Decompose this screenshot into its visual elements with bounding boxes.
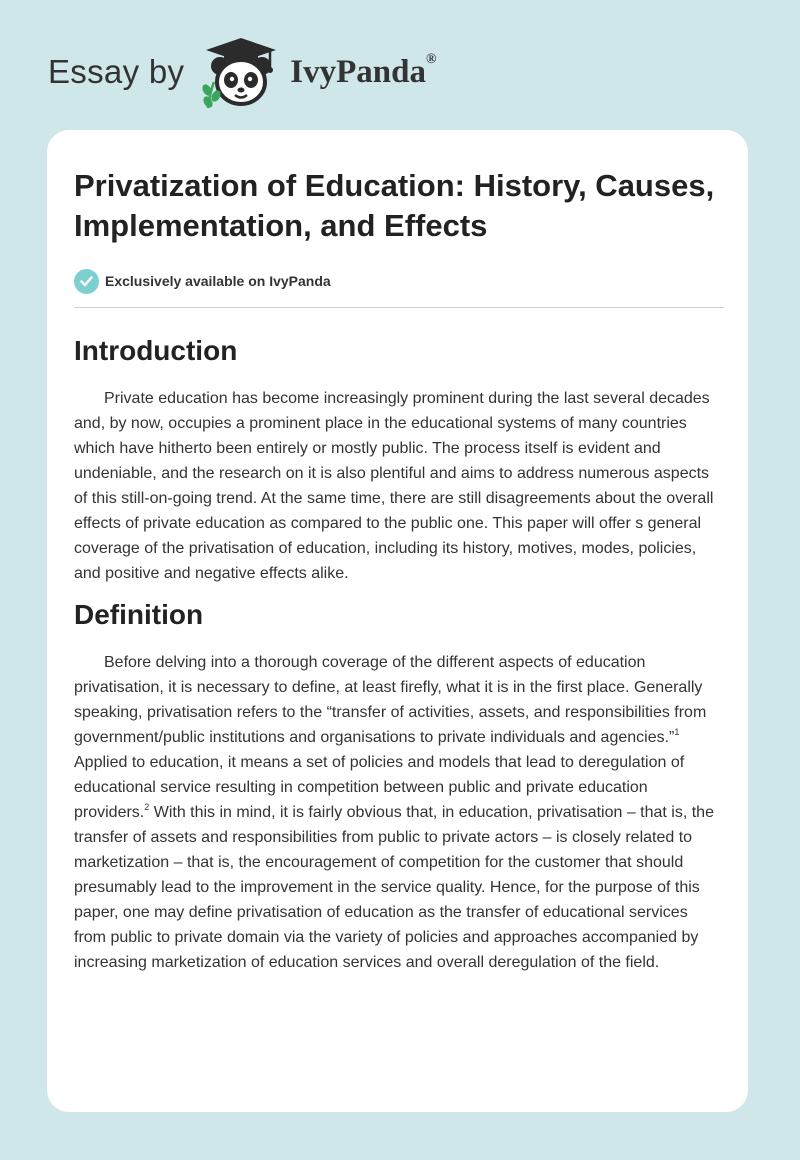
section-heading-introduction: Introduction <box>74 335 238 366</box>
brand-name[interactable]: IvyPanda® <box>290 51 437 90</box>
footnote-ref-2[interactable]: 2 <box>144 801 150 812</box>
divider <box>74 307 724 308</box>
introduction-paragraph: Private education has become increasingly prominent during the last several decades and, by now, occupies a prominent place in the educational systems of many countries which have hitherto been entirely or mostly public. The process itself is evident and undeniable, and the research on it is also plentiful and aims to address numerous aspects of this still-on-going trend. At the same time, there are still disagreements about the overall effects of private education as compared to the public one. This paper will offer s general coverage of the privatisation of education, including its history, motives, modes, policies, and positive and negative effects alike. <box>74 390 714 582</box>
registered-mark: ® <box>426 51 437 67</box>
article-content <box>74 166 724 975</box>
badge-text: Exclusively available on IvyPanda <box>105 273 331 289</box>
essay-by-label: Essay by <box>48 53 185 90</box>
article-card <box>47 130 748 1112</box>
footnote-ref-1[interactable]: 1 <box>674 726 680 737</box>
panda-graduate-icon <box>198 34 284 110</box>
check-icon <box>74 269 99 294</box>
definition-paragraph: Before delving into a thorough coverage of the different aspects of education privatisation, it is necessary to define, at least firefly, what it is in the first place. Generally speaking, privatisation refers to the “transfer of activities, assets, and responsibilities from government/public institutions and organisations to private individuals and agencies.”$^1$ Applied to education, it means a set of policies and models that lead to deregulation of educational service resulting in competition between public and private education providers.$^2$ With this in mind, it is fairly obvious that, in education, privatisation – that is, the transfer of assets and responsibilities from public to private actors – is closely related to marketization – that is, the encouragement of competition for the customer that should presumably lead to the improvement in the service quality. Hence, for the purpose of this paper, one may define privatisation of education as the transfer of educational services from public to private domain via the variety of policies and approaches accompanied by increasing marketization of education services and overall deregulation of the field. <box>74 654 714 971</box>
site-header <box>48 34 436 110</box>
section-heading-definition: Definition <box>74 599 204 630</box>
article-title: Privatization of Education: History, Causes, Implementation, and Effects <box>74 168 715 243</box>
exclusive-badge <box>74 268 724 294</box>
